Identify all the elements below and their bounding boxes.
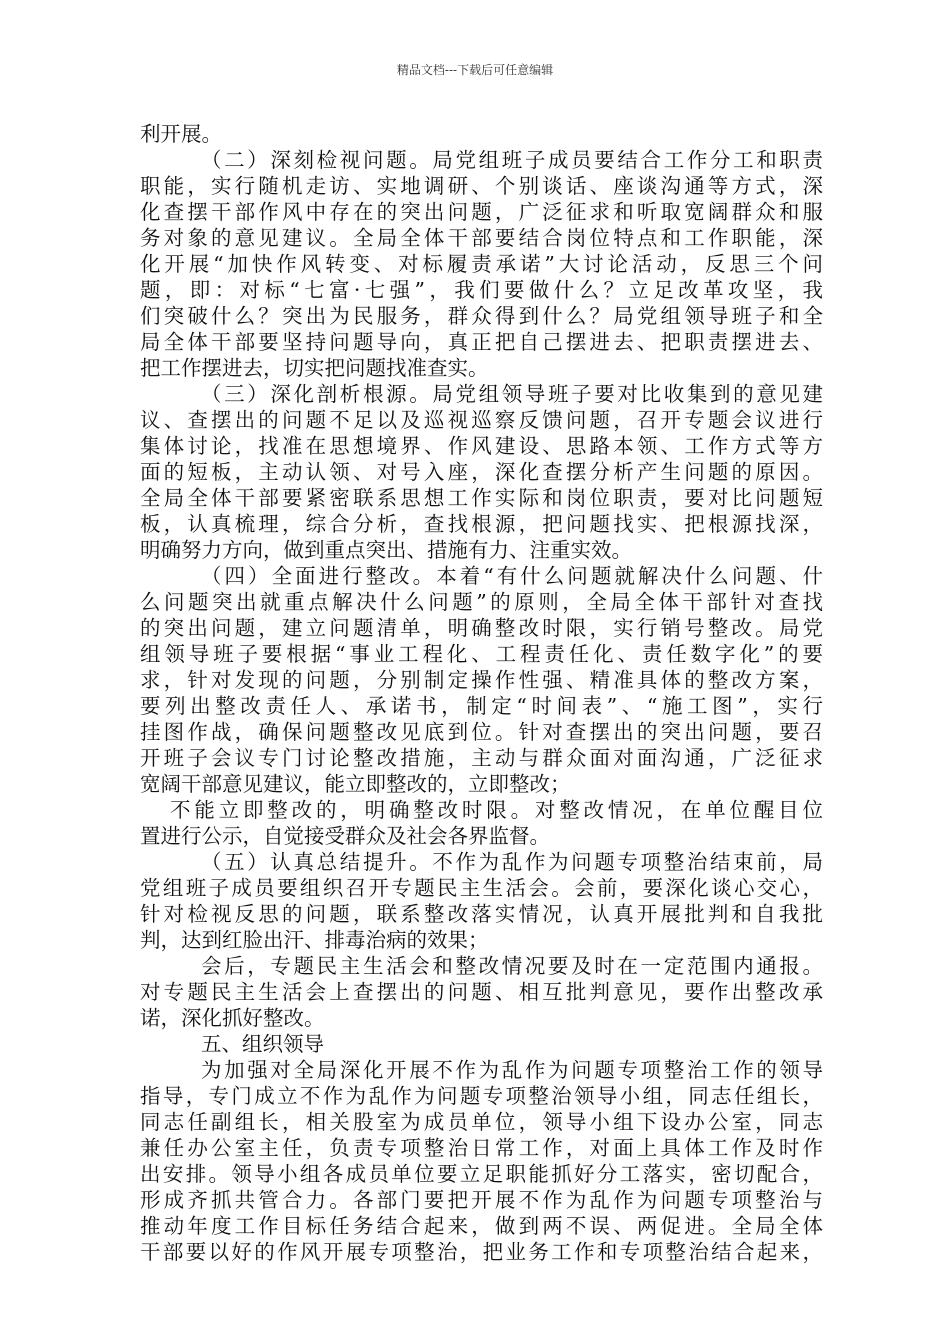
text-line: 利开展。 bbox=[140, 122, 222, 146]
text-line: 板，认真梳理，综合分析，查找根源，把问题找实、把根源找深， bbox=[140, 512, 823, 536]
text-line: 要列出整改责任人、承诺书，制定“时间表”、“施工图”，实行 bbox=[140, 694, 823, 718]
text-line: 全局全体干部要紧密联系思想工作实际和岗位职责，要对比问题短 bbox=[140, 486, 823, 510]
text-line: 置进行公示，自觉接受群众及社会各界监督。 bbox=[140, 824, 550, 848]
text-line: 为加强对全局深化开展不作为乱作为问题专项整治工作的领导 bbox=[201, 1058, 823, 1082]
text-line: 形成齐抓共管合力。各部门要把开展不作为乱作为问题专项整治与 bbox=[140, 1188, 823, 1212]
text-line: （五）认真总结提升。不作为乱作为问题专项整治结束前，局 bbox=[201, 850, 823, 874]
text-line: 集体讨论，找准在思想境界、作风建设、思路本领、工作方式等方 bbox=[140, 434, 823, 458]
text-line: 的突出问题，建立问题清单，明确整改时限，实行销号整改。局党 bbox=[140, 616, 823, 640]
text-line: 职能，实行随机走访、实地调研、个别谈话、座谈沟通等方式，深 bbox=[140, 174, 823, 198]
text-line: 干部要以好的作风开展专项整治，把业务工作和专项整治结合起来， bbox=[140, 1240, 823, 1264]
text-line: 局全体干部要坚持问题导向，真正把自己摆进去、把职责摆进去、 bbox=[140, 330, 823, 354]
text-line: 务对象的意见建议。全局全体干部要结合岗位特点和工作职能，深 bbox=[140, 226, 823, 250]
text-line: 化开展“加快作风转变、对标履责承诺”大讨论活动，反思三个问 bbox=[140, 252, 823, 276]
text-line: 判，达到红脸出汗、排毒治病的效果； bbox=[140, 928, 489, 952]
text-line: 不能立即整改的，明确整改时限。对整改情况，在单位醒目位 bbox=[170, 798, 823, 822]
text-line: 推动年度工作目标任务结合起来，做到两不误、两促进。全局全体 bbox=[140, 1214, 823, 1238]
text-line: 出安排。领导小组各成员单位要立足职能抓好分工落实，密切配合， bbox=[140, 1162, 823, 1186]
text-line: 会后，专题民主生活会和整改情况要及时在一定范围内通报。 bbox=[201, 954, 823, 978]
text-line: 题，即：对标“七富·七强”，我们要做什么？立足改革攻坚，我 bbox=[140, 278, 823, 302]
text-line: 把工作摆进去，切实把问题找准查实。 bbox=[140, 356, 489, 380]
text-line: 诺，深化抓好整改。 bbox=[140, 1006, 325, 1030]
text-line: 指导，专门成立不作为乱作为问题专项整治领导小组，同志任组长， bbox=[140, 1084, 823, 1108]
text-line: 挂图作战，确保问题整改见底到位。针对查摆出的突出问题，要召 bbox=[140, 720, 823, 744]
text-line: 同志任副组长，相关股室为成员单位，领导小组下设办公室，同志 bbox=[140, 1110, 823, 1134]
text-line: 么问题突出就重点解决什么问题”的原则，全局全体干部针对查找 bbox=[140, 590, 823, 614]
text-line: 面的短板，主动认领、对号入座，深化查摆分析产生问题的原因。 bbox=[140, 460, 823, 484]
text-line: 化查摆干部作风中存在的突出问题，广泛征求和听取宽阔群众和服 bbox=[140, 200, 823, 224]
text-line: 议、查摆出的问题不足以及巡视巡察反馈问题，召开专题会议进行 bbox=[140, 408, 823, 432]
text-line: 明确努力方向，做到重点突出、措施有力、注重实效。 bbox=[140, 538, 632, 562]
page-header: 精品文档---下载后可任意编辑 bbox=[396, 63, 554, 77]
text-line: 开班子会议专门讨论整改措施，主动与群众面对面沟通，广泛征求 bbox=[140, 746, 823, 770]
text-line: 针对检视反思的问题，联系整改落实情况，认真开展批判和自我批 bbox=[140, 902, 823, 926]
text-line: 五、组织领导 bbox=[201, 1032, 324, 1056]
text-line: 求，针对发现的问题，分别制定操作性强、精准具体的整改方案， bbox=[140, 668, 823, 692]
text-line: （四）全面进行整改。本着“有什么问题就解决什么问题、什 bbox=[201, 564, 823, 588]
text-line: 宽阔干部意见建议，能立即整改的，立即整改； bbox=[140, 772, 571, 796]
text-line: （三）深化剖析根源。局党组领导班子要对比收集到的意见建 bbox=[201, 382, 823, 406]
document-body bbox=[140, 121, 823, 1265]
text-line: 兼任办公室主任，负责专项整治日常工作，对面上具体工作及时作 bbox=[140, 1136, 823, 1160]
text-line: 对专题民主生活会上查摆出的问题、相互批判意见，要作出整改承 bbox=[140, 980, 823, 1004]
text-line: （二）深刻检视问题。局党组班子成员要结合工作分工和职责 bbox=[201, 148, 823, 172]
text-line: 组领导班子要根据“事业工程化、工程责任化、责任数字化”的要 bbox=[140, 642, 823, 666]
text-line: 们突破什么？突出为民服务，群众得到什么？局党组领导班子和全 bbox=[140, 304, 823, 328]
text-line: 党组班子成员要组织召开专题民主生活会。会前，要深化谈心交心， bbox=[140, 876, 823, 900]
